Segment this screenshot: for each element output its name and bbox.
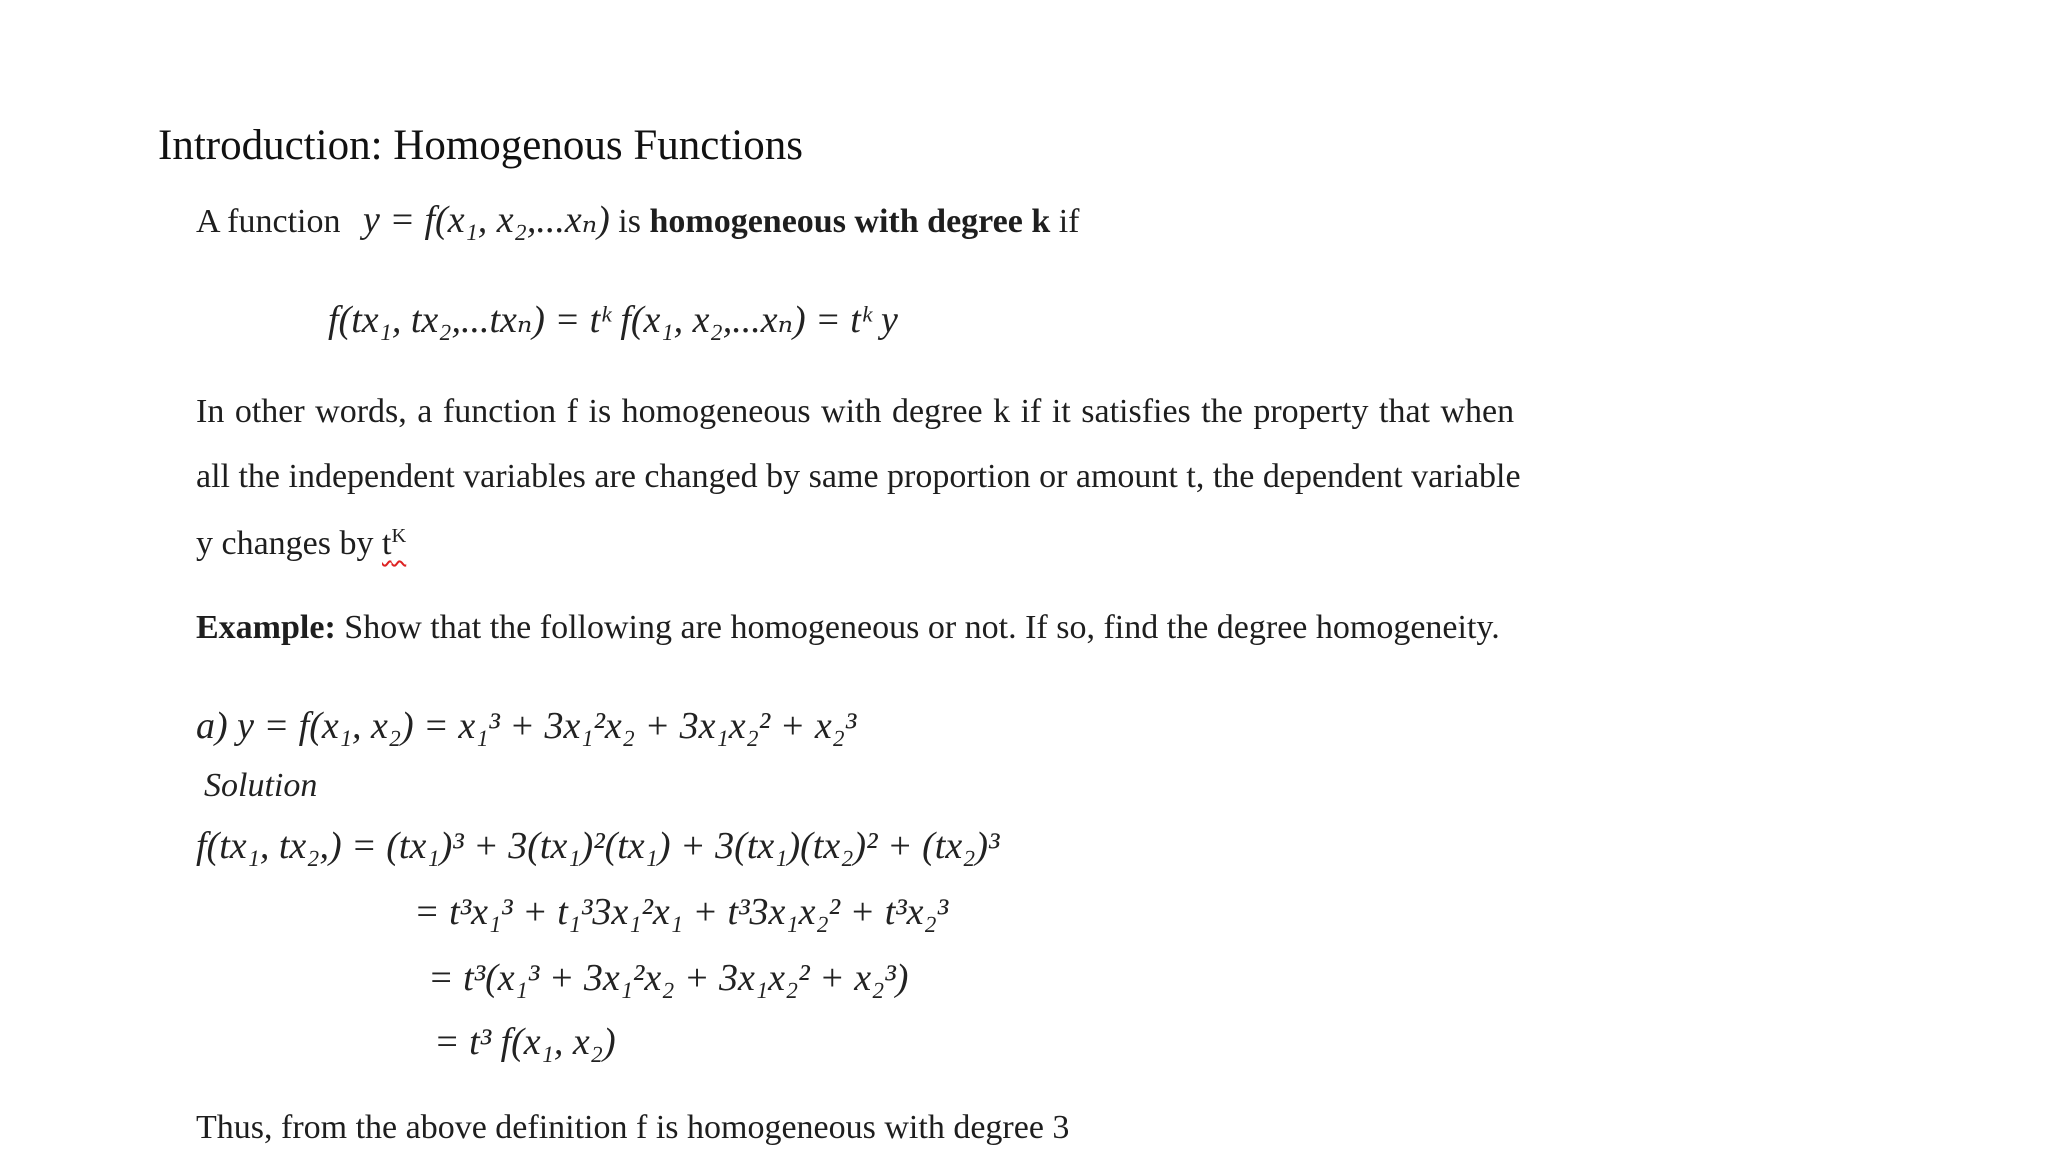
explanation-line-3 [196,522,406,566]
explanation-line-2: all the independent variables are changed by same proportion or amount t, the dependent variable [196,458,1521,495]
definition-is: is [618,203,641,240]
solution-step-1: f(tx₁, tx₂,) = (tx₁)³ + 3(tx₁)²(tx₁) + 3(tx₁)(tx₂)² + (tx₂)³ [196,825,1000,867]
solution-step-4: = t³ f(x₁, x₂) [434,1021,616,1063]
definition-bold: homogeneous with degree k [649,203,1051,240]
example-label: Example: [196,609,336,646]
definition-suffix: if [1058,203,1080,240]
definition-prefix: A function [196,203,341,240]
solution-step-2: = t³x₁³ + t₁³3x₁²x₁ + t³3x₁x₂² + t³x₂³ [414,891,949,933]
page-title: Introduction: Homogenous Functions [158,122,803,169]
t-power-k: $t^K$ [382,524,407,562]
solution-label: Solution [204,767,318,804]
definition-line [196,196,1080,244]
part-a-equation [196,702,856,750]
example-line [196,606,1500,650]
conclusion-line: Thus, from the above definition f is homogeneous with degree 3 [196,1109,1070,1146]
solution-step-3: = t³(x₁³ + 3x₁²x₂ + 3x₁x₂² + x₂³) [428,957,909,999]
explanation-line-3-prefix: y changes by [196,525,374,562]
definition-formula: y = f(x₁, x₂,...xₙ) [362,199,610,241]
explanation-line-1: In other words, a function f is homogeneous with degree k if it satisfies the property that when [196,393,1515,430]
main-equation: f(tx₁, tx₂,...txₙ) = tᵏ f(x₁, x₂,...xₙ) = tᵏ y [328,299,898,341]
example-text: Show that the following are homogeneous or not. If so, find the degree homogeneity. [344,609,1500,646]
part-a-formula: y = f(x₁, x₂) = x₁³ + 3x₁²x₂ + 3x₁x₂² + x₂³ [237,705,857,747]
part-a-label: a) [196,705,228,747]
